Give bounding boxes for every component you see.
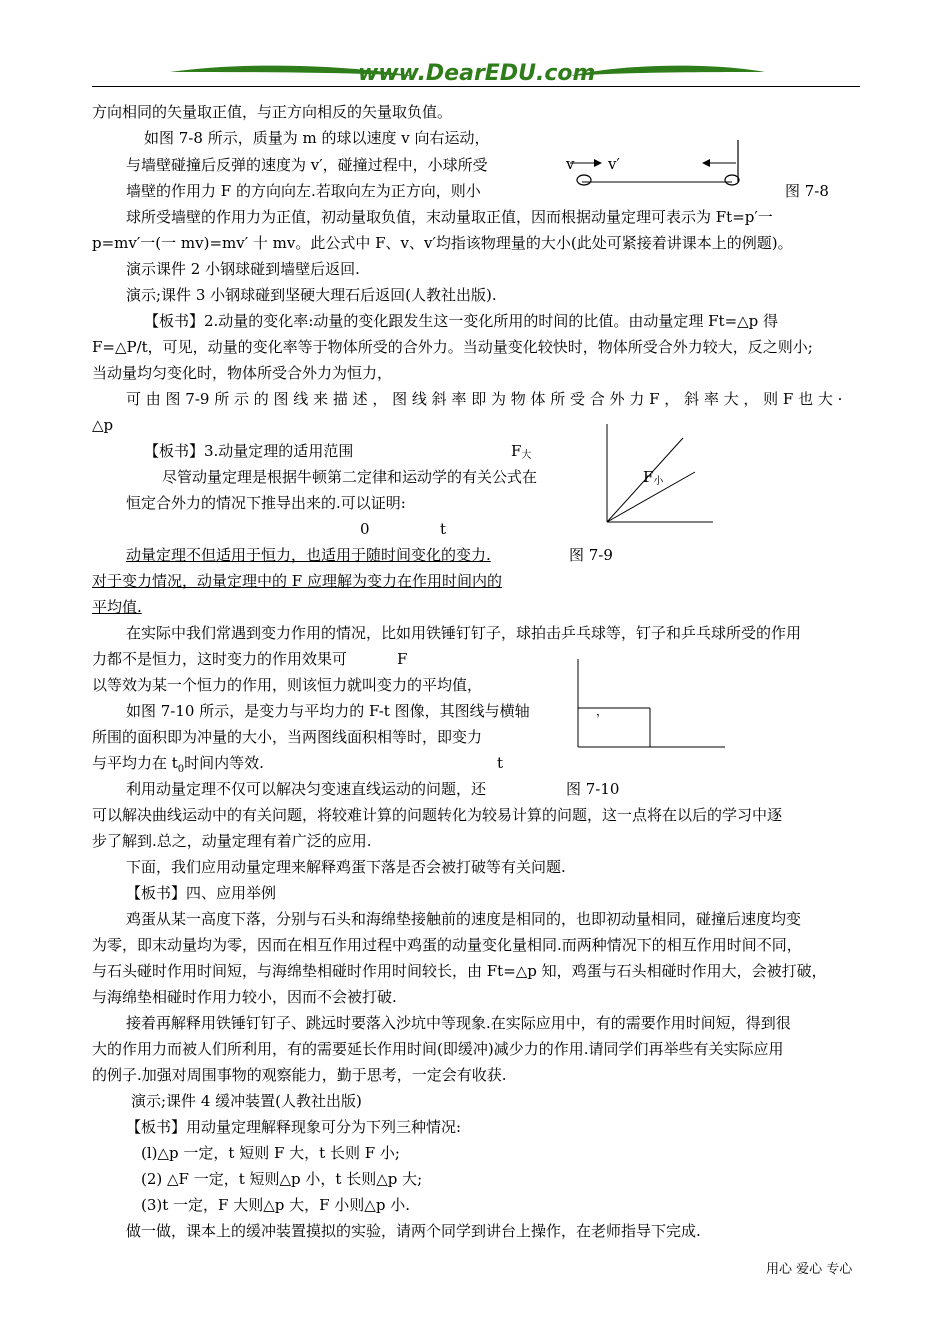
line-6: p=mv′一(一 mv)=mv′ 十 mv。此公式中 F、v、v′均指该物理量的大小(此处可紧接着讲课本上的例题)。	[92, 234, 793, 252]
line-42: (3)t 一定，F 大则△p 大，F 小则△p 小.	[141, 1196, 410, 1214]
label-f-big-main: F	[511, 442, 522, 460]
label-origin: 0	[360, 520, 370, 538]
line-41: (2) △F 一定，t 短则△p 小，t 长则△p 大;	[141, 1170, 423, 1188]
line-26: 利用动量定理不仅可以解决匀变速直线运动的问题，还	[126, 780, 487, 798]
line-40: (l)△p 一定，t 短则 F 大，t 长则 F 小;	[141, 1144, 400, 1162]
line-31: 鸡蛋从某一高度下落，分别与石头和海绵垫接触前的速度是相同的，也即初动量相同，碰撞后速度均变	[126, 910, 802, 928]
line-4: 墙壁的作用力 F 的方向向左.若取向左为正方向，则小	[126, 182, 481, 200]
label-f-small	[643, 467, 663, 492]
line-23: 如图 7-10 所示，是变力与平均力的 F-t 图像，其图线与横轴	[126, 702, 530, 720]
figure-7-10-caption: 图 7-10	[566, 780, 620, 798]
line-9: 【板书】2.动量的变化率:动量的变化跟发生这一变化所用的时间的比值。由动量定理 Ft=△p 得	[144, 312, 779, 330]
header-rule	[92, 86, 860, 87]
line-13: △p	[92, 416, 114, 434]
line-20: 在实际中我们常遇到变力作用的情况，比如用铁锤钉钉子，球拍击乒乓球等，钉子和乒乓球所受的作用	[126, 624, 802, 642]
ball-right	[725, 175, 739, 185]
label-v-prime: v′	[608, 155, 620, 173]
line-32: 为零，即末动量均为零，因而在相互作用过程中鸡蛋的动量变化量相同.而两种情况下的相互作用时间不同，	[92, 936, 802, 954]
label-f-small-sub: 小	[653, 476, 664, 487]
figure-7-8-caption: 图 7-8	[785, 182, 829, 200]
line-25-subscript: 0	[177, 764, 185, 775]
reflect-arrowhead	[702, 159, 710, 167]
label-comma: ，	[596, 704, 609, 718]
line-39: 【板书】用动量定理解释现象可分为下列三种情况:	[126, 1118, 462, 1136]
site-logo-text: www.DearEDU.com	[358, 61, 596, 86]
line-30: 【板书】四、应用举例	[126, 884, 277, 902]
line-2: 如图 7-8 所示，质量为 m 的球以速度 v 向右运动，	[144, 129, 490, 147]
line-14: 【板书】3.动量定理的适用范围	[144, 442, 354, 460]
line-25-text-b: 时间内等效.	[184, 754, 264, 772]
label-f-big	[511, 441, 531, 466]
label-f-big-sub: 大	[521, 450, 532, 461]
line-27: 可以解决曲线运动中的有关问题，将较难计算的问题转化为较易计算的问题，这一点将在以后的学习中逐	[92, 806, 783, 824]
line-38: 演示;课件 4 缓冲装置(人教社出版)	[131, 1092, 362, 1110]
line-7: 演示课件 2 小钢球碰到墙壁后返回.	[126, 260, 360, 278]
figure-7-8	[560, 136, 750, 192]
line-28: 步了解到.总之，动量定理有着广泛的应用.	[92, 832, 372, 850]
line-29: 下面，我们应用动量定理来解释鸡蛋下落是否会被打破等有关问题.	[126, 858, 566, 876]
line-16: 恒定合外力的情况下推导出来的.可以证明:	[126, 494, 406, 512]
velocity-arrowhead	[594, 159, 602, 167]
ball-left	[577, 175, 591, 185]
line-25-text-a: 与平均力在 t	[92, 754, 178, 772]
label-v: v	[566, 155, 575, 173]
line-24: 所围的面积即为冲量的大小，当两图线面积相等时，即变力	[92, 728, 483, 746]
line-33: 与石头碰时作用时间短，与海绵垫相碰时作用时间较长，由 Ft=△p 知，鸡蛋与石头相碰时作用大，会被打破，	[92, 962, 827, 980]
label-t-fig79: t	[440, 520, 447, 538]
figure-7-10-drawing	[570, 655, 730, 755]
line-10: F=△P/t，可见，动量的变化率等于物体所受的合外力。当动量变化较快时，物体所受合外力较大，反之则小;	[92, 338, 813, 356]
label-t-fig710: t	[497, 754, 504, 772]
line-1: 方向相同的矢量取正值，与正方向相反的矢量取负值。	[92, 103, 453, 121]
figure-7-10	[570, 655, 730, 755]
label-f-fig710: F	[397, 650, 408, 668]
line-3: 与墙壁碰撞后反弹的速度为 v′，碰撞过程中，小球所受	[126, 156, 488, 174]
footer-motto: 用心 爱心 专心	[766, 1262, 853, 1277]
line-5: 球所受墙壁的作用力为正值，初动量取负值，末动量取正值，因而根据动量定理可表示为 Ft=p′一	[126, 208, 773, 226]
line-25	[92, 753, 264, 780]
figure-7-9-caption: 图 7-9	[569, 546, 613, 564]
line-18: 对于变力情况，动量定理中的 F 应理解为变力在作用时间内的	[92, 572, 502, 590]
line-21: 力都不是恒力，这时变力的作用效果可	[92, 650, 348, 668]
line-19: 平均值.	[92, 598, 142, 616]
line-36: 大的作用力而被人们所利用，有的需要延长作用时间(即缓冲)减少力的作用.请同学们再举些有关实际应用	[92, 1040, 784, 1058]
figure-7-8-drawing	[560, 136, 750, 192]
line-11: 当动量均匀变化时，物体所受合外力为恒力，	[92, 364, 393, 382]
line-22: 以等效为某一个恒力的作用，则该恒力就叫变力的平均值，	[92, 676, 483, 694]
line-43: 做一做，课本上的缓冲装置摸拟的实验，请两个同学到讲台上操作，在老师指导下完成.	[126, 1222, 701, 1240]
line-8: 演示;课件 3 小钢球碰到坚硬大理石后返回(人教社出版).	[126, 286, 497, 304]
line-35: 接着再解释用铁锤钉钉子、跳远时要落入沙坑中等现象.在实际应用中，有的需要作用时间短，得到很	[126, 1014, 791, 1032]
line-12: 可 由 图 7-9 所 示 的 图 线 来 描 述 ， 图 线 斜 率 即 为 物 体 所 受 合 外 力 F ， 斜 率 大 ， 则 F 也 大 ·	[126, 390, 843, 408]
line-17: 动量定理不但适用于恒力，也适用于随时间变化的变力.	[126, 546, 491, 564]
line-15: 尽管动量定理是根据牛顿第二定律和运动学的有关公式在	[162, 468, 538, 486]
line-37: 的例子.加强对周围事物的观察能力，勤于思考，一定会有收获.	[92, 1066, 507, 1084]
line-34: 与海绵垫相碰时作用力较小，因而不会被打破.	[92, 988, 397, 1006]
label-f-small-main: F	[643, 468, 654, 486]
